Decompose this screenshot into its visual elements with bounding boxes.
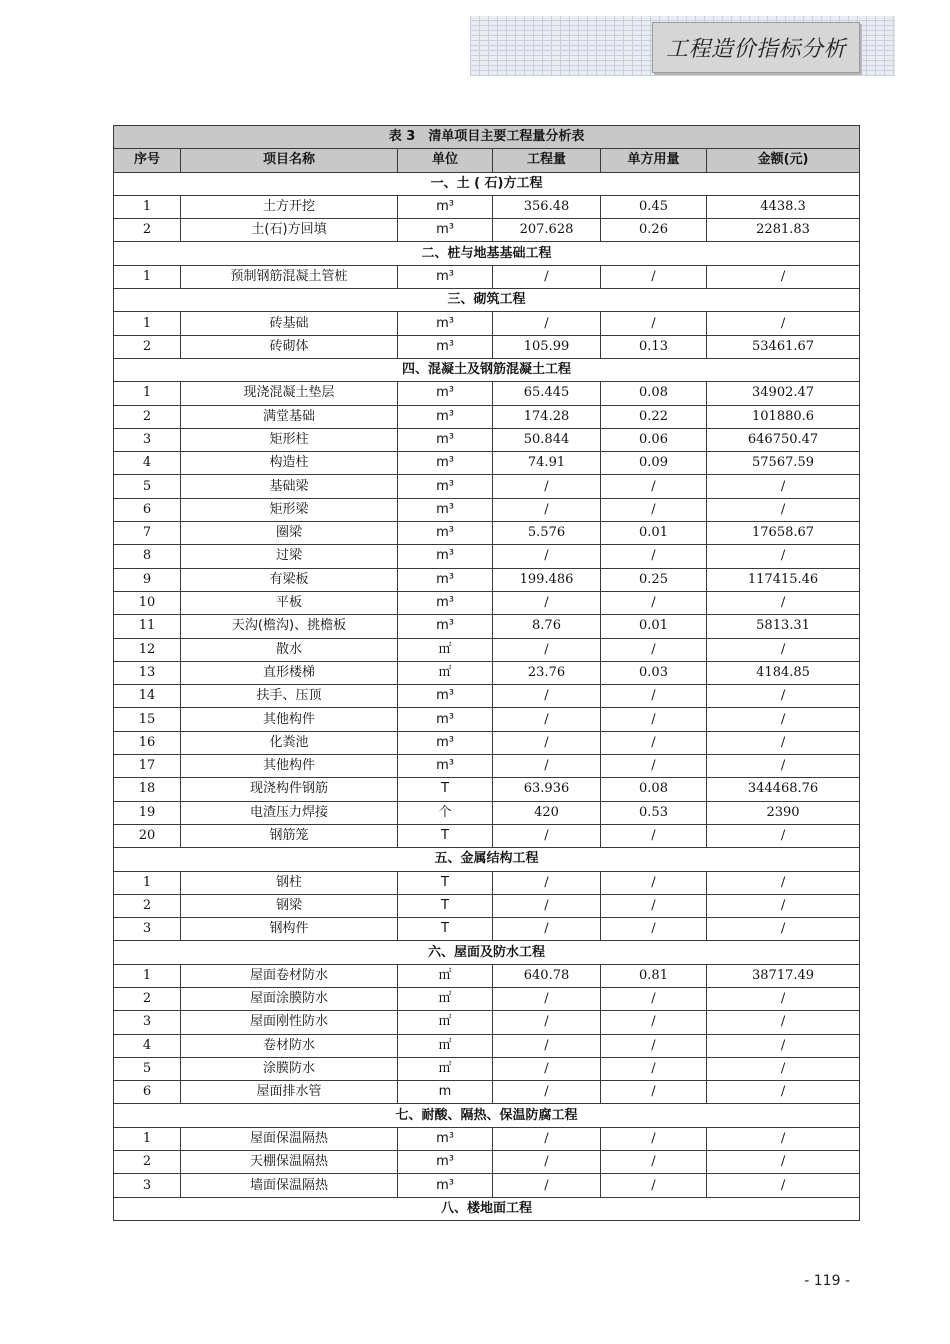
unit-usage-cell: / bbox=[601, 1081, 707, 1104]
amount-cell: / bbox=[707, 987, 860, 1010]
row-index-cell: 3 bbox=[114, 1011, 181, 1034]
row-index-cell: 3 bbox=[114, 918, 181, 941]
item-name-cell: 满堂基础 bbox=[181, 405, 398, 428]
amount-cell: 344468.76 bbox=[707, 778, 860, 801]
table-row bbox=[114, 312, 860, 335]
unit-cell: T bbox=[398, 778, 493, 801]
item-name-cell: 砖砌体 bbox=[181, 335, 398, 358]
unit-usage-cell: / bbox=[601, 871, 707, 894]
section-title: 七、耐酸、隔热、保温防腐工程 bbox=[114, 1104, 860, 1127]
unit-usage-cell: / bbox=[601, 685, 707, 708]
unit-cell: m³ bbox=[398, 335, 493, 358]
unit-usage-cell: 0.01 bbox=[601, 615, 707, 638]
table-row bbox=[114, 265, 860, 288]
item-name-cell: 直形楼梯 bbox=[181, 661, 398, 684]
unit-usage-cell: 0.09 bbox=[601, 452, 707, 475]
quantity-cell: / bbox=[493, 1151, 601, 1174]
unit-cell: ㎡ bbox=[398, 1034, 493, 1057]
amount-cell: / bbox=[707, 638, 860, 661]
amount-cell: / bbox=[707, 755, 860, 778]
amount-cell: / bbox=[707, 918, 860, 941]
table-row bbox=[114, 894, 860, 917]
unit-cell: m³ bbox=[398, 615, 493, 638]
table-row bbox=[114, 382, 860, 405]
quantity-cell: 207.628 bbox=[493, 219, 601, 242]
quantity-cell: / bbox=[493, 1174, 601, 1197]
unit-cell: m³ bbox=[398, 708, 493, 731]
unit-cell: m³ bbox=[398, 1151, 493, 1174]
row-index-cell: 2 bbox=[114, 1151, 181, 1174]
column-header-amount: 金额(元) bbox=[707, 149, 860, 172]
table-header-row bbox=[114, 149, 860, 172]
unit-cell: m³ bbox=[398, 498, 493, 521]
table-row bbox=[114, 987, 860, 1010]
unit-usage-cell: 0.08 bbox=[601, 382, 707, 405]
item-name-cell: 其他构件 bbox=[181, 708, 398, 731]
table-row bbox=[114, 755, 860, 778]
row-index-cell: 2 bbox=[114, 219, 181, 242]
column-header-quantity: 工程量 bbox=[493, 149, 601, 172]
amount-cell: 5813.31 bbox=[707, 615, 860, 638]
unit-usage-cell: / bbox=[601, 545, 707, 568]
row-index-cell: 2 bbox=[114, 987, 181, 1010]
unit-usage-cell: / bbox=[601, 1127, 707, 1150]
amount-cell: 4438.3 bbox=[707, 195, 860, 218]
unit-cell: m³ bbox=[398, 522, 493, 545]
page-number: - 119 - bbox=[804, 1273, 850, 1289]
quantity-cell: / bbox=[493, 685, 601, 708]
table-row bbox=[114, 1127, 860, 1150]
quantity-cell: 420 bbox=[493, 801, 601, 824]
section-header-row bbox=[114, 1197, 860, 1220]
quantity-cell: / bbox=[493, 312, 601, 335]
table-row bbox=[114, 1034, 860, 1057]
section-header-row bbox=[114, 358, 860, 381]
quantity-cell: 174.28 bbox=[493, 405, 601, 428]
table-row bbox=[114, 685, 860, 708]
quantity-cell: / bbox=[493, 987, 601, 1010]
table-row bbox=[114, 964, 860, 987]
amount-cell: / bbox=[707, 894, 860, 917]
item-name-cell: 矩形柱 bbox=[181, 428, 398, 451]
amount-cell: / bbox=[707, 1081, 860, 1104]
table-row bbox=[114, 1151, 860, 1174]
table-row bbox=[114, 731, 860, 754]
table-row bbox=[114, 918, 860, 941]
amount-cell: / bbox=[707, 1151, 860, 1174]
row-index-cell: 1 bbox=[114, 382, 181, 405]
amount-cell: / bbox=[707, 475, 860, 498]
amount-cell: 17658.67 bbox=[707, 522, 860, 545]
unit-cell: m³ bbox=[398, 591, 493, 614]
section-title: 六、屋面及防水工程 bbox=[114, 941, 860, 964]
amount-cell: / bbox=[707, 498, 860, 521]
table-row bbox=[114, 475, 860, 498]
table-row bbox=[114, 1011, 860, 1034]
amount-cell: 53461.67 bbox=[707, 335, 860, 358]
quantity-cell: / bbox=[493, 265, 601, 288]
row-index-cell: 4 bbox=[114, 1034, 181, 1057]
row-index-cell: 4 bbox=[114, 452, 181, 475]
item-name-cell: 现浇构件钢筋 bbox=[181, 778, 398, 801]
table-row bbox=[114, 661, 860, 684]
row-index-cell: 1 bbox=[114, 312, 181, 335]
quantity-cell: / bbox=[493, 755, 601, 778]
quantity-cell: / bbox=[493, 1034, 601, 1057]
item-name-cell: 天棚保温隔热 bbox=[181, 1151, 398, 1174]
amount-cell: 101880.6 bbox=[707, 405, 860, 428]
quantity-cell: / bbox=[493, 1011, 601, 1034]
unit-cell: m³ bbox=[398, 1174, 493, 1197]
row-index-cell: 2 bbox=[114, 894, 181, 917]
unit-cell: m³ bbox=[398, 568, 493, 591]
item-name-cell: 化粪池 bbox=[181, 731, 398, 754]
unit-usage-cell: / bbox=[601, 591, 707, 614]
table-row bbox=[114, 405, 860, 428]
row-index-cell: 10 bbox=[114, 591, 181, 614]
amount-cell: / bbox=[707, 312, 860, 335]
table-row bbox=[114, 219, 860, 242]
quantity-cell: / bbox=[493, 824, 601, 847]
unit-cell: T bbox=[398, 824, 493, 847]
row-index-cell: 9 bbox=[114, 568, 181, 591]
section-title: 二、桩与地基基础工程 bbox=[114, 242, 860, 265]
unit-cell: m³ bbox=[398, 405, 493, 428]
item-name-cell: 卷材防水 bbox=[181, 1034, 398, 1057]
table-row bbox=[114, 335, 860, 358]
unit-cell: ㎡ bbox=[398, 638, 493, 661]
unit-usage-cell: 0.22 bbox=[601, 405, 707, 428]
item-name-cell: 墙面保温隔热 bbox=[181, 1174, 398, 1197]
amount-cell: / bbox=[707, 265, 860, 288]
row-index-cell: 19 bbox=[114, 801, 181, 824]
table-row bbox=[114, 615, 860, 638]
quantity-cell: 105.99 bbox=[493, 335, 601, 358]
table-row bbox=[114, 871, 860, 894]
item-name-cell: 土方开挖 bbox=[181, 195, 398, 218]
table-row bbox=[114, 452, 860, 475]
unit-usage-cell: / bbox=[601, 894, 707, 917]
row-index-cell: 15 bbox=[114, 708, 181, 731]
unit-usage-cell: / bbox=[601, 987, 707, 1010]
row-index-cell: 13 bbox=[114, 661, 181, 684]
table-row bbox=[114, 801, 860, 824]
quantity-cell: 50.844 bbox=[493, 428, 601, 451]
column-header-unit-usage: 单方用量 bbox=[601, 149, 707, 172]
row-index-cell: 5 bbox=[114, 1057, 181, 1080]
unit-usage-cell: / bbox=[601, 498, 707, 521]
unit-usage-cell: 0.45 bbox=[601, 195, 707, 218]
column-header-unit: 单位 bbox=[398, 149, 493, 172]
table-row bbox=[114, 545, 860, 568]
unit-cell: m³ bbox=[398, 475, 493, 498]
table-row bbox=[114, 638, 860, 661]
row-index-cell: 1 bbox=[114, 964, 181, 987]
unit-usage-cell: 0.81 bbox=[601, 964, 707, 987]
row-index-cell: 6 bbox=[114, 498, 181, 521]
item-name-cell: 散水 bbox=[181, 638, 398, 661]
item-name-cell: 钢柱 bbox=[181, 871, 398, 894]
table-row bbox=[114, 824, 860, 847]
section-header-row bbox=[114, 848, 860, 871]
section-title: 八、楼地面工程 bbox=[114, 1197, 860, 1220]
amount-cell: / bbox=[707, 1127, 860, 1150]
table-title: 表 3 清单项目主要工程量分析表 bbox=[114, 126, 860, 149]
row-index-cell: 20 bbox=[114, 824, 181, 847]
unit-usage-cell: 0.13 bbox=[601, 335, 707, 358]
amount-cell: 646750.47 bbox=[707, 428, 860, 451]
unit-usage-cell: 0.03 bbox=[601, 661, 707, 684]
unit-usage-cell: 0.06 bbox=[601, 428, 707, 451]
unit-cell: m³ bbox=[398, 382, 493, 405]
row-index-cell: 7 bbox=[114, 522, 181, 545]
unit-usage-cell: / bbox=[601, 1174, 707, 1197]
table-row bbox=[114, 1057, 860, 1080]
header-title-box bbox=[652, 22, 860, 73]
amount-cell: / bbox=[707, 1034, 860, 1057]
quantity-cell: 23.76 bbox=[493, 661, 601, 684]
unit-usage-cell: / bbox=[601, 1011, 707, 1034]
item-name-cell: 钢梁 bbox=[181, 894, 398, 917]
quantity-cell: / bbox=[493, 1057, 601, 1080]
quantity-cell: 356.48 bbox=[493, 195, 601, 218]
item-name-cell: 现浇混凝土垫层 bbox=[181, 382, 398, 405]
item-name-cell: 土(石)方回填 bbox=[181, 219, 398, 242]
row-index-cell: 16 bbox=[114, 731, 181, 754]
row-index-cell: 1 bbox=[114, 1127, 181, 1150]
unit-cell: m³ bbox=[398, 265, 493, 288]
section-header-row bbox=[114, 242, 860, 265]
table-title-row bbox=[114, 126, 860, 149]
unit-cell: ㎡ bbox=[398, 1057, 493, 1080]
unit-usage-cell: / bbox=[601, 1151, 707, 1174]
quantity-cell: 65.445 bbox=[493, 382, 601, 405]
unit-cell: ㎡ bbox=[398, 661, 493, 684]
quantity-cell: 199.486 bbox=[493, 568, 601, 591]
quantity-cell: / bbox=[493, 731, 601, 754]
unit-cell: m³ bbox=[398, 731, 493, 754]
amount-cell: / bbox=[707, 1011, 860, 1034]
item-name-cell: 钢构件 bbox=[181, 918, 398, 941]
amount-cell: / bbox=[707, 731, 860, 754]
row-index-cell: 8 bbox=[114, 545, 181, 568]
row-index-cell: 12 bbox=[114, 638, 181, 661]
quantity-cell: 640.78 bbox=[493, 964, 601, 987]
table-row bbox=[114, 708, 860, 731]
quantity-cell: / bbox=[493, 1127, 601, 1150]
unit-usage-cell: 0.26 bbox=[601, 219, 707, 242]
quantity-cell: / bbox=[493, 918, 601, 941]
item-name-cell: 屋面排水管 bbox=[181, 1081, 398, 1104]
section-header-row bbox=[114, 1104, 860, 1127]
amount-cell: / bbox=[707, 1057, 860, 1080]
item-name-cell: 天沟(檐沟)、挑檐板 bbox=[181, 615, 398, 638]
unit-cell: m³ bbox=[398, 428, 493, 451]
column-header-item-name: 项目名称 bbox=[181, 149, 398, 172]
item-name-cell: 屋面卷材防水 bbox=[181, 964, 398, 987]
column-header-index: 序号 bbox=[114, 149, 181, 172]
unit-cell: m³ bbox=[398, 545, 493, 568]
item-name-cell: 过梁 bbox=[181, 545, 398, 568]
quantity-cell: / bbox=[493, 871, 601, 894]
row-index-cell: 5 bbox=[114, 475, 181, 498]
quantity-cell: / bbox=[493, 894, 601, 917]
unit-cell: m³ bbox=[398, 219, 493, 242]
quantity-cell: / bbox=[493, 638, 601, 661]
amount-cell: / bbox=[707, 545, 860, 568]
header-title: 工程造价指标分析 bbox=[665, 37, 846, 62]
section-title: 五、金属结构工程 bbox=[114, 848, 860, 871]
quantity-cell: / bbox=[493, 475, 601, 498]
item-name-cell: 矩形梁 bbox=[181, 498, 398, 521]
quantity-cell: / bbox=[493, 708, 601, 731]
unit-cell: m bbox=[398, 1081, 493, 1104]
section-header-row bbox=[114, 172, 860, 195]
row-index-cell: 1 bbox=[114, 195, 181, 218]
row-index-cell: 17 bbox=[114, 755, 181, 778]
item-name-cell: 预制钢筋混凝土管桩 bbox=[181, 265, 398, 288]
item-name-cell: 屋面涂膜防水 bbox=[181, 987, 398, 1010]
amount-cell: 2281.83 bbox=[707, 219, 860, 242]
amount-cell: / bbox=[707, 591, 860, 614]
unit-usage-cell: / bbox=[601, 475, 707, 498]
row-index-cell: 11 bbox=[114, 615, 181, 638]
amount-cell: / bbox=[707, 708, 860, 731]
unit-usage-cell: / bbox=[601, 708, 707, 731]
quantity-cell: 5.576 bbox=[493, 522, 601, 545]
section-title: 一、土 ( 石)方工程 bbox=[114, 172, 860, 195]
unit-usage-cell: 0.25 bbox=[601, 568, 707, 591]
unit-usage-cell: 0.08 bbox=[601, 778, 707, 801]
item-name-cell: 有梁板 bbox=[181, 568, 398, 591]
quantity-cell: 63.936 bbox=[493, 778, 601, 801]
row-index-cell: 1 bbox=[114, 871, 181, 894]
unit-usage-cell: / bbox=[601, 1057, 707, 1080]
item-name-cell: 砖基础 bbox=[181, 312, 398, 335]
table-row bbox=[114, 591, 860, 614]
quantity-cell: 8.76 bbox=[493, 615, 601, 638]
row-index-cell: 14 bbox=[114, 685, 181, 708]
table-row bbox=[114, 522, 860, 545]
row-index-cell: 18 bbox=[114, 778, 181, 801]
row-index-cell: 3 bbox=[114, 428, 181, 451]
unit-usage-cell: / bbox=[601, 312, 707, 335]
unit-cell: 个 bbox=[398, 801, 493, 824]
table-row bbox=[114, 498, 860, 521]
amount-cell: 38717.49 bbox=[707, 964, 860, 987]
unit-usage-cell: 0.53 bbox=[601, 801, 707, 824]
unit-cell: T bbox=[398, 871, 493, 894]
amount-cell: / bbox=[707, 685, 860, 708]
unit-cell: ㎡ bbox=[398, 1011, 493, 1034]
section-title: 四、混凝土及钢筋混凝土工程 bbox=[114, 358, 860, 381]
amount-cell: / bbox=[707, 824, 860, 847]
quantity-cell: 74.91 bbox=[493, 452, 601, 475]
amount-cell: 117415.46 bbox=[707, 568, 860, 591]
unit-usage-cell: / bbox=[601, 824, 707, 847]
table-row bbox=[114, 1081, 860, 1104]
unit-usage-cell: / bbox=[601, 918, 707, 941]
unit-usage-cell: / bbox=[601, 1034, 707, 1057]
quantity-cell: / bbox=[493, 498, 601, 521]
unit-cell: m³ bbox=[398, 755, 493, 778]
unit-usage-cell: 0.01 bbox=[601, 522, 707, 545]
quantity-cell: / bbox=[493, 1081, 601, 1104]
unit-cell: T bbox=[398, 894, 493, 917]
amount-cell: 57567.59 bbox=[707, 452, 860, 475]
section-title: 三、砌筑工程 bbox=[114, 289, 860, 312]
row-index-cell: 2 bbox=[114, 335, 181, 358]
amount-cell: 34902.47 bbox=[707, 382, 860, 405]
quantity-cell: / bbox=[493, 545, 601, 568]
section-header-row bbox=[114, 941, 860, 964]
item-name-cell: 其他构件 bbox=[181, 755, 398, 778]
item-name-cell: 钢筋笼 bbox=[181, 824, 398, 847]
unit-cell: ㎡ bbox=[398, 987, 493, 1010]
quantity-analysis-table bbox=[113, 125, 860, 1221]
unit-usage-cell: / bbox=[601, 638, 707, 661]
item-name-cell: 基础梁 bbox=[181, 475, 398, 498]
item-name-cell: 屋面保温隔热 bbox=[181, 1127, 398, 1150]
unit-usage-cell: / bbox=[601, 755, 707, 778]
unit-cell: m³ bbox=[398, 685, 493, 708]
item-name-cell: 圈梁 bbox=[181, 522, 398, 545]
unit-usage-cell: / bbox=[601, 265, 707, 288]
item-name-cell: 屋面刚性防水 bbox=[181, 1011, 398, 1034]
row-index-cell: 2 bbox=[114, 405, 181, 428]
amount-cell: / bbox=[707, 871, 860, 894]
amount-cell: 2390 bbox=[707, 801, 860, 824]
unit-cell: m³ bbox=[398, 195, 493, 218]
unit-cell: m³ bbox=[398, 1127, 493, 1150]
amount-cell: 4184.85 bbox=[707, 661, 860, 684]
unit-cell: T bbox=[398, 918, 493, 941]
unit-cell: m³ bbox=[398, 312, 493, 335]
amount-cell: / bbox=[707, 1174, 860, 1197]
unit-cell: ㎡ bbox=[398, 964, 493, 987]
item-name-cell: 扶手、压顶 bbox=[181, 685, 398, 708]
quantity-cell: / bbox=[493, 591, 601, 614]
table-row bbox=[114, 778, 860, 801]
item-name-cell: 平板 bbox=[181, 591, 398, 614]
item-name-cell: 构造柱 bbox=[181, 452, 398, 475]
table-row bbox=[114, 428, 860, 451]
item-name-cell: 电渣压力焊接 bbox=[181, 801, 398, 824]
row-index-cell: 3 bbox=[114, 1174, 181, 1197]
table-row bbox=[114, 568, 860, 591]
table-row bbox=[114, 195, 860, 218]
item-name-cell: 涂膜防水 bbox=[181, 1057, 398, 1080]
row-index-cell: 1 bbox=[114, 265, 181, 288]
table-row bbox=[114, 1174, 860, 1197]
unit-cell: m³ bbox=[398, 452, 493, 475]
section-header-row bbox=[114, 289, 860, 312]
unit-usage-cell: / bbox=[601, 731, 707, 754]
row-index-cell: 6 bbox=[114, 1081, 181, 1104]
